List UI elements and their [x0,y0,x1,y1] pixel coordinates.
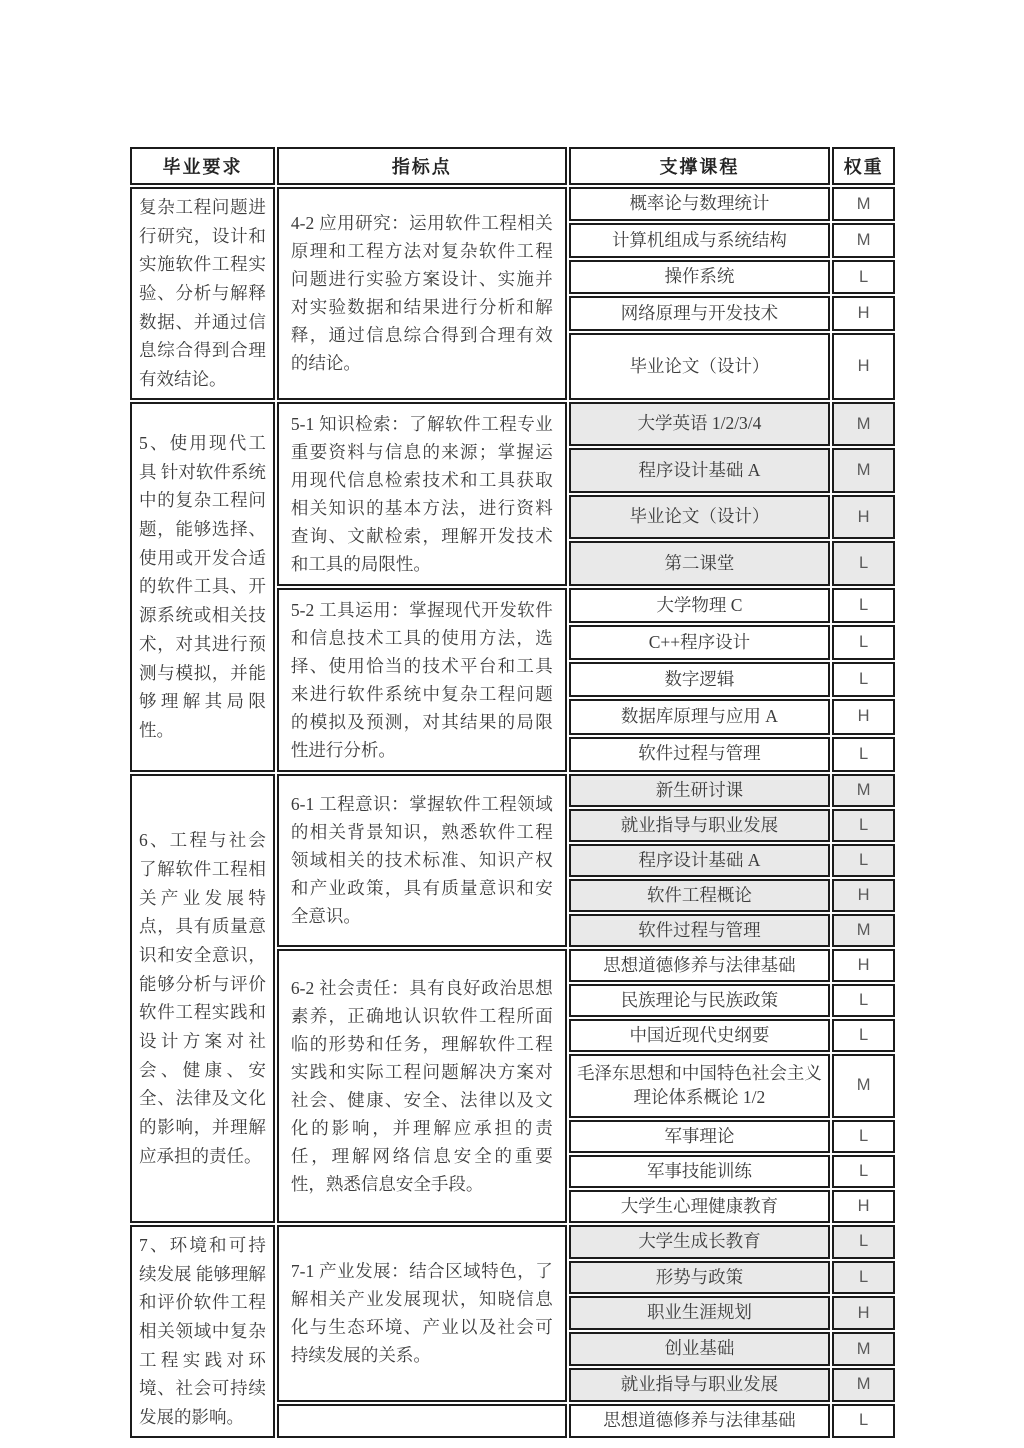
course-cell: C++程序设计 [569,625,830,660]
table-row [130,402,895,447]
weight-cell: H [832,495,895,540]
course-cell: 中国近现代史纲要 [569,1019,830,1052]
header-graduation-requirement: 毕业要求 [130,147,275,185]
course-cell: 毕业论文（设计） [569,333,830,400]
weight-cell: M [832,187,895,221]
weight-cell: H [832,879,895,912]
course-cell: 军事技能训练 [569,1155,830,1188]
weight-cell: L [832,260,895,294]
course-cell: 民族理论与民族政策 [569,984,830,1017]
course-cell: 网络原理与开发技术 [569,296,830,330]
course-cell: 创业基础 [569,1332,830,1366]
indicator-cell: 5-1 知识检索：了解软件工程专业重要资料与信息的来源；掌握运用现代信息检索技术和工具获取相关知识的基本方法，进行资料查询、文献检索，理解开发技术和工具的局限性。 [277,402,567,586]
indicator-cell: 5-2 工具运用：掌握现代开发软件和信息技术工具的使用方法，选择、使用恰当的技术平台和工具来进行软件系统中复杂工程问题的模拟及预测，对其结果的局限性进行分析。 [277,588,567,772]
course-cell: 计算机组成与系统结构 [569,223,830,257]
course-cell: 软件过程与管理 [569,914,830,947]
weight-cell: M [832,1368,895,1402]
header-row [130,147,895,185]
header-weight: 权重 [832,147,895,185]
weight-cell: M [832,448,895,493]
curriculum-matrix-table [128,145,897,1440]
indicator-cell [277,1404,567,1438]
course-cell: 形势与政策 [569,1261,830,1295]
course-cell: 毕业论文（设计） [569,495,830,540]
course-cell: 职业生涯规划 [569,1296,830,1330]
indicator-cell: 6-2 社会责任：具有良好政治思想素养，正确地认识软件工程所面临的形势和任务，理解软件工程实践和实际工程问题解决方案对社会、健康、安全、法律以及文化的影响，并理解应承担的责任，理解网络信息安全的重要性，熟悉信息安全手段。 [277,949,567,1223]
weight-cell: L [832,1225,895,1259]
course-cell: 程序设计基础 A [569,844,830,877]
indicator-cell: 6-1 工程意识：掌握软件工程领域的相关背景知识，熟悉软件工程领域相关的技术标准、知识产权和产业政策，具有质量意识和安全意识。 [277,774,567,947]
course-cell: 就业指导与职业发展 [569,809,830,842]
indicator-cell: 7-1 产业发展：结合区域特色，了解相关产业发展现状，知晓信息化与生态环境、产业以及社会可持续发展的关系。 [277,1225,567,1402]
course-cell: 毛泽东思想和中国特色社会主义理论体系概论 1/2 [569,1054,830,1118]
weight-cell: L [832,737,895,772]
weight-cell: L [832,1404,895,1438]
course-cell: 大学英语 1/2/3/4 [569,402,830,447]
weight-cell: L [832,1019,895,1052]
weight-cell: M [832,223,895,257]
weight-cell: H [832,1296,895,1330]
course-cell: 操作系统 [569,260,830,294]
course-cell: 新生研讨课 [569,774,830,807]
header-indicator-point: 指标点 [277,147,567,185]
course-cell: 数据库原理与应用 A [569,699,830,734]
weight-cell: H [832,699,895,734]
requirement-cell: 5、使用现代工具 针对软件系统中的复杂工程问题，能够选择、使用或开发合适的软件工具、开源系统或相关技术，对其进行预测与模拟，并能够理解其局限性。 [130,402,275,772]
course-cell: 大学生成长教育 [569,1225,830,1259]
weight-cell: L [832,625,895,660]
table-row [130,187,895,221]
weight-cell: L [832,984,895,1017]
course-cell: 概率论与数理统计 [569,187,830,221]
course-cell: 程序设计基础 A [569,448,830,493]
course-cell: 思想道德修养与法律基础 [569,949,830,982]
course-cell: 思想道德修养与法律基础 [569,1404,830,1438]
course-cell: 软件过程与管理 [569,737,830,772]
course-cell: 第二课堂 [569,541,830,586]
course-cell: 软件工程概论 [569,879,830,912]
weight-cell: L [832,1261,895,1295]
table-row [130,1225,895,1259]
weight-cell: L [832,1155,895,1188]
weight-cell: L [832,1120,895,1153]
course-cell: 就业指导与职业发展 [569,1368,830,1402]
requirement-cell: 6、工程与社会 了解软件工程相关产业发展特点，具有质量意识和安全意识，能够分析与评价软件工程实践和设计方案对社会、健康、安全、法律及文化的影响，并理解应承担的责任。 [130,774,275,1223]
weight-cell: H [832,296,895,330]
weight-cell: H [832,949,895,982]
table-body [130,187,895,1438]
weight-cell: L [832,588,895,623]
weight-cell: M [832,914,895,947]
requirement-cell: 7、环境和可持续发展 能够理解和评价软件工程相关领域中复杂工程实践对环境、社会可持续发展的影响。 [130,1225,275,1438]
weight-cell: M [832,402,895,447]
weight-cell: H [832,333,895,400]
requirement-cell: 复杂工程问题进行研究，设计和实施软件工程实验、分析与解释数据、并通过信息综合得到合理有效结论。 [130,187,275,400]
table-row [130,774,895,807]
weight-cell: L [832,541,895,586]
course-cell: 大学物理 C [569,588,830,623]
weight-cell: L [832,844,895,877]
course-cell: 大学生心理健康教育 [569,1190,830,1223]
header-supporting-courses: 支撑课程 [569,147,830,185]
weight-cell: L [832,662,895,697]
course-cell: 军事理论 [569,1120,830,1153]
weight-cell: H [832,1190,895,1223]
course-cell: 数字逻辑 [569,662,830,697]
weight-cell: M [832,1332,895,1366]
weight-cell: M [832,774,895,807]
weight-cell: L [832,809,895,842]
weight-cell: M [832,1054,895,1118]
indicator-cell: 4-2 应用研究：运用软件工程相关原理和工程方法对复杂软件工程问题进行实验方案设计、实施并对实验数据和结果进行分析和解释，通过信息综合得到合理有效的结论。 [277,187,567,400]
